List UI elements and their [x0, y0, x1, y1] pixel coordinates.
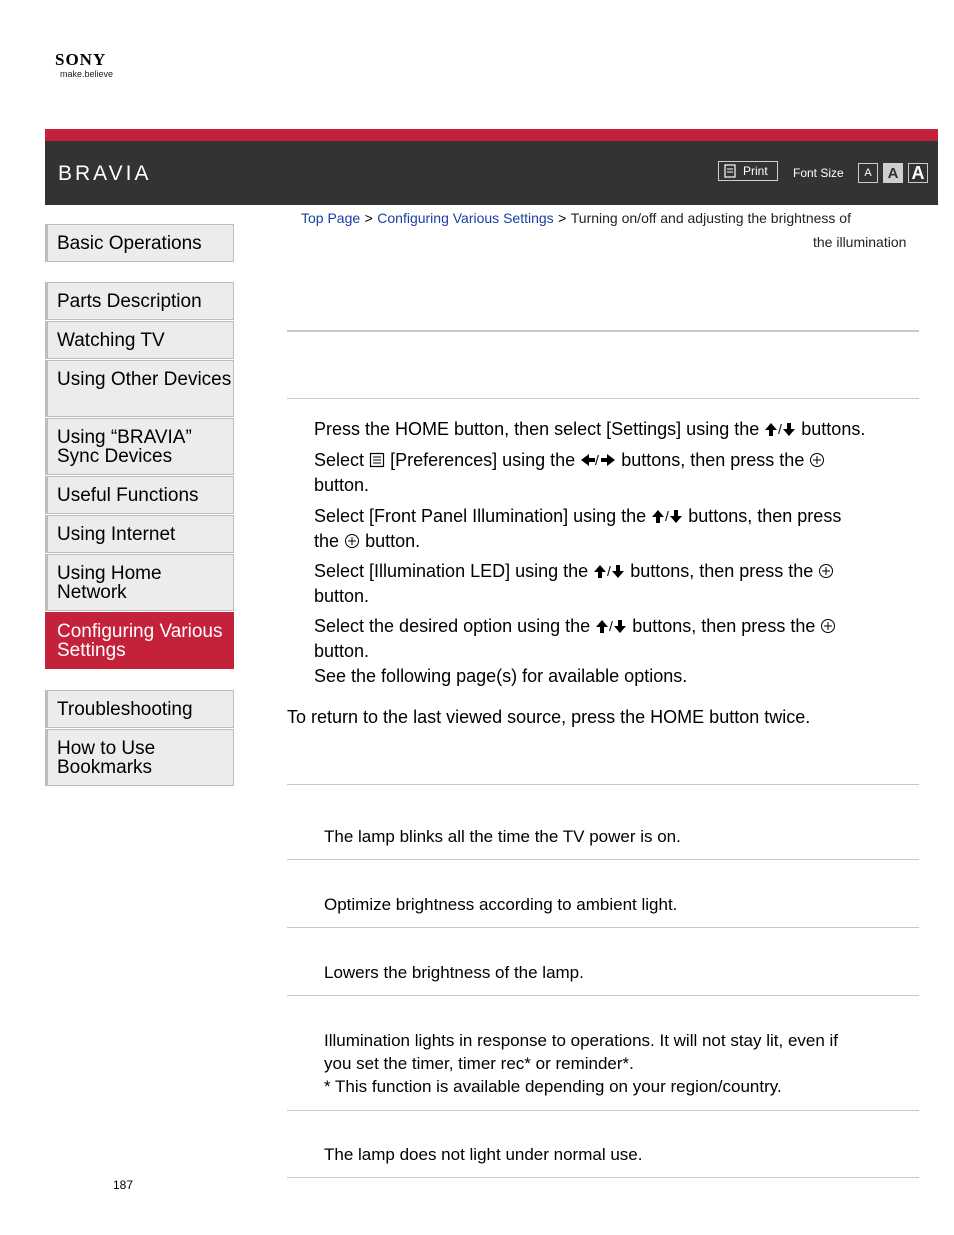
sidebar-item-using-internet[interactable]: Using Internet — [45, 515, 234, 553]
step-text: Select the desired option using the — [314, 616, 591, 636]
enter-button-icon — [820, 618, 836, 634]
svg-text:/: / — [607, 563, 612, 579]
step-text: the — [314, 531, 340, 551]
divider — [287, 1177, 919, 1178]
up-down-arrows-icon — [595, 618, 627, 634]
svg-text:/: / — [595, 452, 600, 468]
sidebar-item-parts-description[interactable]: Parts Description — [45, 282, 234, 320]
step-text: button. — [314, 586, 370, 606]
step-text: See the following page(s) for available options. — [314, 666, 688, 686]
print-label: Print — [743, 164, 768, 178]
page-number: 187 — [113, 1178, 134, 1192]
breadcrumb — [301, 210, 851, 228]
left-right-arrows-icon — [580, 452, 616, 468]
divider — [287, 1110, 919, 1111]
font-size-small-button[interactable]: A — [858, 163, 878, 183]
sidebar-item-basic-operations[interactable]: Basic Operations — [45, 224, 234, 262]
sony-tagline: make.believe — [60, 69, 114, 79]
product-logo: BRAVIA — [58, 162, 152, 185]
divider — [287, 398, 919, 399]
sidebar-item-watching-tv[interactable]: Watching TV — [45, 321, 234, 359]
sidebar-item-useful-functions[interactable]: Useful Functions — [45, 476, 234, 514]
divider — [287, 995, 919, 996]
step-text: Select [Illumination LED] using the — [314, 561, 589, 581]
svg-text:/: / — [609, 618, 614, 634]
step-text: button. — [314, 641, 370, 661]
step-text: buttons, then press the — [621, 450, 805, 470]
font-size-label: Font Size — [793, 166, 844, 180]
sidebar-item-using-other-devices[interactable]: Using Other Devices — [45, 360, 234, 417]
divider — [287, 859, 919, 860]
enter-button-icon — [818, 563, 834, 579]
enter-button-icon — [344, 533, 360, 549]
option-line: you set the timer, timer rec* or reminder*. — [324, 1054, 634, 1073]
option-description: The lamp blinks all the time the TV power is on. — [324, 827, 681, 846]
step-text: buttons, then press — [688, 506, 842, 526]
step-4 — [314, 559, 919, 609]
up-down-arrows-icon — [764, 421, 796, 437]
breadcrumb-current: Turning on/off and adjusting the brightness of — [570, 210, 851, 226]
option-description: The lamp does not light under normal use. — [324, 1145, 643, 1164]
step-text: Press the HOME button, then select [Settings] using the — [314, 419, 760, 439]
breadcrumb-current-cont: the illumination — [813, 234, 907, 250]
sony-logo: SONY — [55, 50, 107, 69]
up-down-arrows-icon — [593, 563, 625, 579]
step-3 — [314, 504, 919, 554]
return-note: To return to the last viewed source, press the HOME button twice. — [287, 707, 811, 727]
print-button[interactable] — [718, 161, 778, 181]
step-2 — [314, 448, 919, 498]
print-icon — [723, 164, 737, 178]
divider — [287, 330, 919, 332]
step-text: buttons, then press the — [630, 561, 814, 581]
step-text: buttons, then press the — [632, 616, 816, 636]
step-text: [Preferences] using the — [390, 450, 576, 470]
sidebar-item-home-network[interactable]: Using Home Network — [45, 554, 234, 611]
divider — [287, 927, 919, 928]
header-accent-bar — [45, 129, 938, 141]
step-text: Select [Front Panel Illumination] using the — [314, 506, 647, 526]
step-1 — [314, 417, 919, 442]
option-description: Lowers the brightness of the lamp. — [324, 963, 584, 982]
step-5 — [314, 614, 919, 689]
sidebar-item-troubleshooting[interactable]: Troubleshooting — [45, 690, 234, 728]
sidebar-item-configuring[interactable]: Configuring Various Settings — [45, 612, 234, 669]
divider — [287, 784, 919, 785]
option-description: Optimize brightness according to ambient light. — [324, 895, 678, 914]
step-text: button. — [365, 531, 421, 551]
up-down-arrows-icon — [651, 508, 683, 524]
option-description — [324, 1029, 904, 1098]
font-size-medium-button[interactable]: A — [883, 163, 903, 183]
step-text: Select — [314, 450, 365, 470]
breadcrumb-top-page[interactable]: Top Page — [301, 210, 361, 226]
sidebar-item-bravia-sync[interactable]: Using “BRAVIA” Sync Devices — [45, 418, 234, 475]
sidebar-item-bookmarks[interactable]: How to Use Bookmarks — [45, 729, 234, 786]
step-text: button. — [314, 475, 370, 495]
font-size-large-button[interactable]: A — [908, 163, 928, 183]
breadcrumb-separator: > — [364, 210, 373, 226]
svg-text:/: / — [778, 421, 783, 437]
option-footnote: * This function is available depending on your region/country. — [324, 1077, 782, 1096]
breadcrumb-configuring[interactable]: Configuring Various Settings — [377, 210, 554, 226]
svg-text:/: / — [665, 508, 670, 524]
enter-button-icon — [809, 452, 825, 468]
option-line: Illumination lights in response to operations. It will not stay lit, even if — [324, 1031, 839, 1050]
breadcrumb-separator: > — [558, 210, 567, 226]
preferences-icon — [369, 452, 385, 468]
step-text: buttons. — [801, 419, 866, 439]
